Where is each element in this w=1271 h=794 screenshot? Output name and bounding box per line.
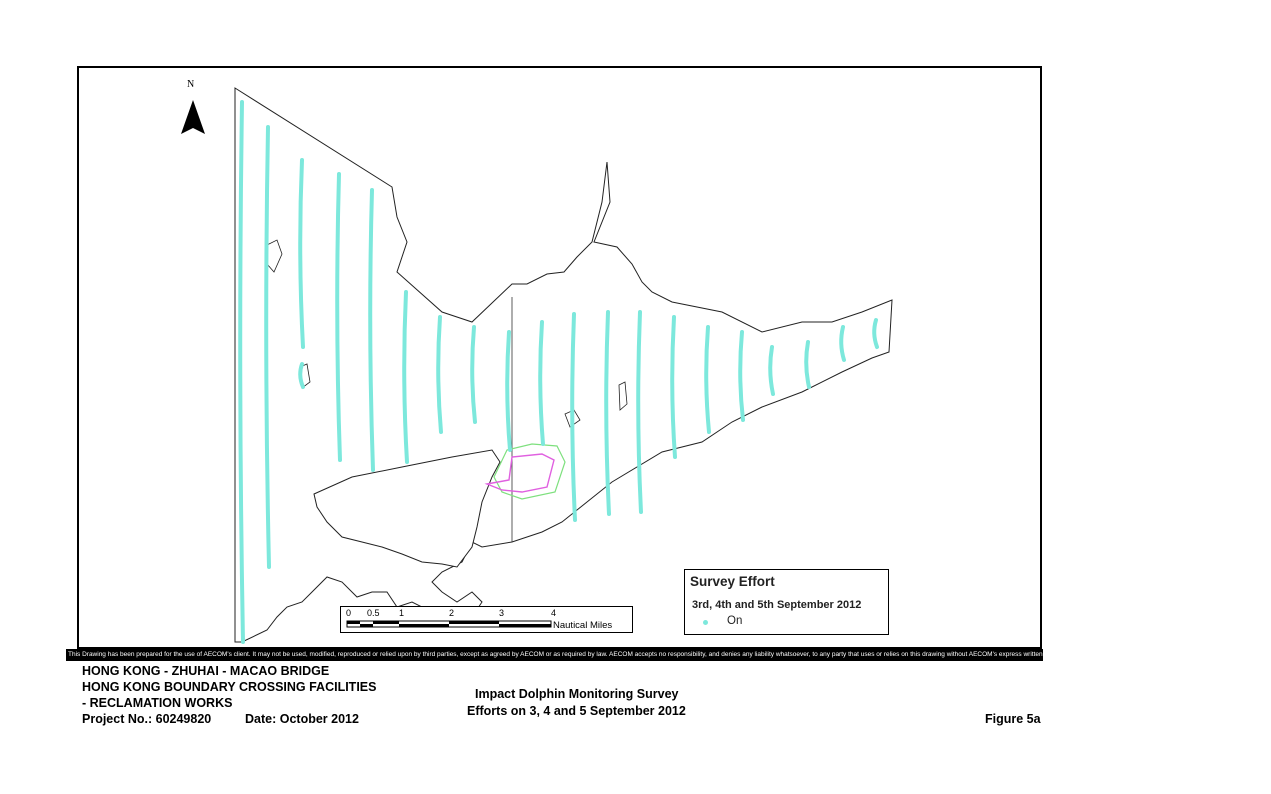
survey-area-boundary	[235, 88, 892, 642]
islet	[619, 382, 627, 410]
survey-track-line	[806, 342, 809, 387]
survey-track-line	[638, 312, 641, 512]
survey-track-line	[472, 327, 475, 422]
legend-label-on: On	[727, 615, 743, 627]
survey-tracks	[240, 102, 877, 642]
scale-unit-label: Nautical Miles	[553, 620, 613, 631]
legend-title: Survey Effort	[690, 574, 775, 589]
survey-track-line	[300, 160, 303, 347]
islet	[267, 240, 282, 272]
scale-bar-graphic	[347, 620, 557, 628]
survey-track-line	[370, 190, 373, 470]
project-number: Project No.: 60249820	[82, 712, 212, 726]
map-frame	[77, 66, 1042, 649]
scale-tick-label: 1	[399, 608, 405, 618]
survey-track-line	[404, 292, 407, 462]
survey-subtitle: Efforts on 3, 4 and 5 September 2012	[467, 704, 686, 718]
survey-track-line	[841, 327, 844, 360]
survey-track-line	[300, 364, 303, 387]
title-line-1: HONG KONG - ZHUHAI - MACAO BRIDGE	[82, 664, 330, 678]
survey-track-line	[572, 314, 575, 520]
survey-track-line	[507, 332, 510, 450]
legend-subtitle: 3rd, 4th and 5th September 2012	[692, 599, 862, 611]
survey-track-line	[606, 312, 609, 514]
survey-track-line	[706, 327, 709, 432]
title-line-2: HONG KONG BOUNDARY CROSSING FACILITIES	[82, 680, 377, 694]
title-line-3: - RECLAMATION WORKS	[82, 696, 233, 710]
scale-tick-label: 2	[449, 608, 455, 618]
drawing-date: Date: October 2012	[245, 712, 359, 726]
survey-track-line	[438, 317, 441, 432]
survey-track-line	[266, 127, 269, 567]
survey-track-line	[740, 332, 743, 420]
survey-track-line	[874, 320, 877, 347]
scale-tick-label: 3	[499, 608, 505, 618]
survey-track-line	[672, 317, 675, 457]
legend	[684, 569, 889, 635]
survey-track-line	[770, 347, 773, 394]
survey-track-line	[540, 322, 543, 444]
survey-title: Impact Dolphin Monitoring Survey	[475, 687, 679, 701]
survey-track-line	[337, 174, 340, 460]
disclaimer-bar: This Drawing has been prepared for the use of AECOM's client. It may not be used, modified, reproduced or relied upon by third parties, except as agreed by AECOM or as required by law. AECOM accepts no responsibility, and denies any liability whatsoever, to any party that uses or relies on this drawing without AECOM's express written consent. Do not scale this document. All measurements must be obtained from	[66, 649, 1043, 661]
legend-symbol-on	[703, 620, 708, 625]
map-canvas	[79, 68, 1044, 651]
island-coastline	[314, 450, 500, 567]
survey-track-line	[240, 102, 243, 642]
north-label: N	[187, 79, 195, 90]
scale-tick-label: 0	[346, 608, 352, 618]
scale-tick-label: 0.5	[367, 608, 380, 618]
figure-number: Figure 5a	[985, 712, 1041, 726]
scale-bar	[340, 606, 633, 633]
scale-tick-label: 4	[551, 608, 557, 618]
